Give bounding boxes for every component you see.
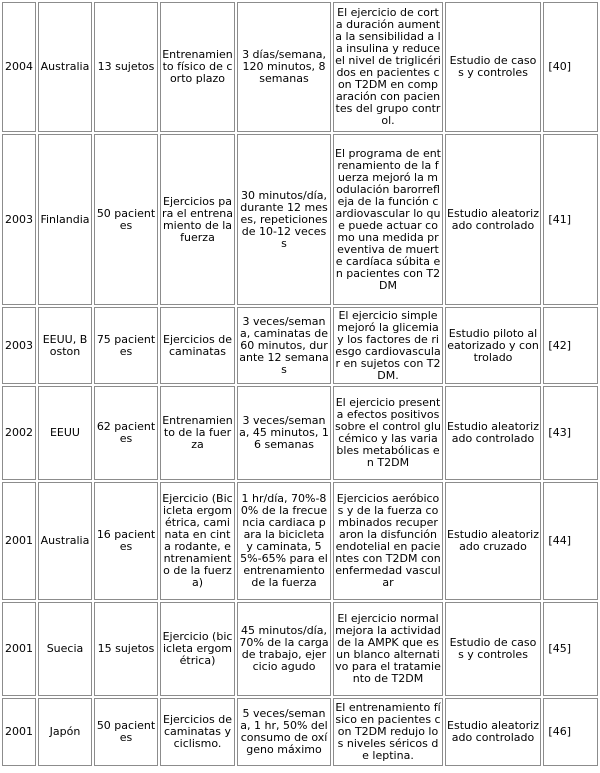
sample-cell: 15 sujetos: [94, 602, 158, 696]
sample-cell: 62 pacientes: [94, 386, 158, 480]
table-row: [2, 386, 598, 480]
country-cell: Suecia: [38, 602, 92, 696]
sample-cell: 75 pacientes: [94, 307, 158, 384]
table-row: [2, 698, 598, 766]
result-cell: Ejercicios aeróbicos y de la fuerza combinados recuperaron la disfunción endotelial en pacientes con T2DM con enfermedad vascular: [333, 482, 443, 600]
result-cell: El programa de entrenamiento de la fuerza mejoró la modulación barorrefleja de la función cardiovascular lo que puede actuar como una medida preventiva de muerte cardíaca súbita en pacientes con T2DM: [333, 134, 443, 305]
sample-cell: 50 pacientes: [94, 134, 158, 305]
intervention-cell: Entrenamiento físico de corto plazo: [160, 2, 235, 132]
design-cell: Estudio aleatorizado controlado: [445, 698, 541, 766]
sample-cell: 16 pacientes: [94, 482, 158, 600]
design-cell: Estudio de casos y controles: [445, 602, 541, 696]
sample-cell: 50 pacientes: [94, 698, 158, 766]
intervention-cell: Ejercicios de caminatas: [160, 307, 235, 384]
intervention-cell: Ejercicios de caminatas y ciclismo.: [160, 698, 235, 766]
year-cell: 2003: [2, 134, 36, 305]
table-row: [2, 2, 598, 132]
reference-cell: [41]: [543, 134, 598, 305]
country-cell: Japón: [38, 698, 92, 766]
sample-cell: 13 sujetos: [94, 2, 158, 132]
design-cell: Estudio aleatorizado controlado: [445, 134, 541, 305]
protocol-cell: 3 veces/semana, caminatas de 60 minutos, durante 12 semanas: [237, 307, 331, 384]
result-cell: El ejercicio normal mejora la actividad de la AMPK que es un blanco alternativo para el tratamiento de T2DM: [333, 602, 443, 696]
design-cell: Estudio piloto aleatorizado y controlado: [445, 307, 541, 384]
protocol-cell: 45 minutos/día, 70% de la carga de trabajo, ejercicio agudo: [237, 602, 331, 696]
reference-cell: [44]: [543, 482, 598, 600]
reference-cell: [45]: [543, 602, 598, 696]
table-row: [2, 307, 598, 384]
protocol-cell: 3 veces/semana, 45 minutos, 16 semanas: [237, 386, 331, 480]
table-row: [2, 134, 598, 305]
year-cell: 2001: [2, 482, 36, 600]
table-row: [2, 602, 598, 696]
result-cell: El ejercicio de corta duración aumenta la sensibilidad a la insulina y reduce el nivel de triglicéridos en pacientes con T2DM en comparación con pacientes del grupo control.: [333, 2, 443, 132]
result-cell: El entrenamiento físico en pacientes con T2DM redujo los niveles séricos de leptina.: [333, 698, 443, 766]
intervention-cell: Entrenamiento de la fuerza: [160, 386, 235, 480]
protocol-cell: 30 minutos/día, durante 12 meses, repeticiones de 10-12 veces s: [237, 134, 331, 305]
intervention-cell: Ejercicios para el entrenamiento de la fuerza: [160, 134, 235, 305]
year-cell: 2004: [2, 2, 36, 132]
design-cell: Estudio de casos y controles: [445, 2, 541, 132]
intervention-cell: Ejercicio (bicicleta ergométrica): [160, 602, 235, 696]
protocol-cell: 5 veces/semana, 1 hr, 50% del consumo de oxígeno máximo: [237, 698, 331, 766]
country-cell: Finlandia: [38, 134, 92, 305]
protocol-cell: 1 hr/día, 70%-80% de la frecuencia cardiaca para la bicicleta y caminata, 55%-65% para el entrenamiento de la fuerza: [237, 482, 331, 600]
country-cell: EEUU: [38, 386, 92, 480]
country-cell: Australia: [38, 482, 92, 600]
design-cell: Estudio aleatorizado controlado: [445, 386, 541, 480]
year-cell: 2001: [2, 698, 36, 766]
reference-cell: [40]: [543, 2, 598, 132]
result-cell: El ejercicio presenta efectos positivos sobre el control glucémico y las variables metabólicas en T2DM: [333, 386, 443, 480]
year-cell: 2003: [2, 307, 36, 384]
country-cell: Australia: [38, 2, 92, 132]
reference-cell: [42]: [543, 307, 598, 384]
reference-cell: [46]: [543, 698, 598, 766]
year-cell: 2002: [2, 386, 36, 480]
table-row: [2, 482, 598, 600]
intervention-cell: Ejercicio (Bicicleta ergométrica, caminata en cinta rodante, entrenamiento de la fuerza): [160, 482, 235, 600]
reference-cell: [43]: [543, 386, 598, 480]
design-cell: Estudio aleatorizado cruzado: [445, 482, 541, 600]
country-cell: EEUU, Boston: [38, 307, 92, 384]
year-cell: 2001: [2, 602, 36, 696]
result-cell: El ejercicio simple mejoró la glicemia y los factores de riesgo cardiovascular en sujetos con T2DM.: [333, 307, 443, 384]
protocol-cell: 3 días/semana, 120 minutos, 8 semanas: [237, 2, 331, 132]
